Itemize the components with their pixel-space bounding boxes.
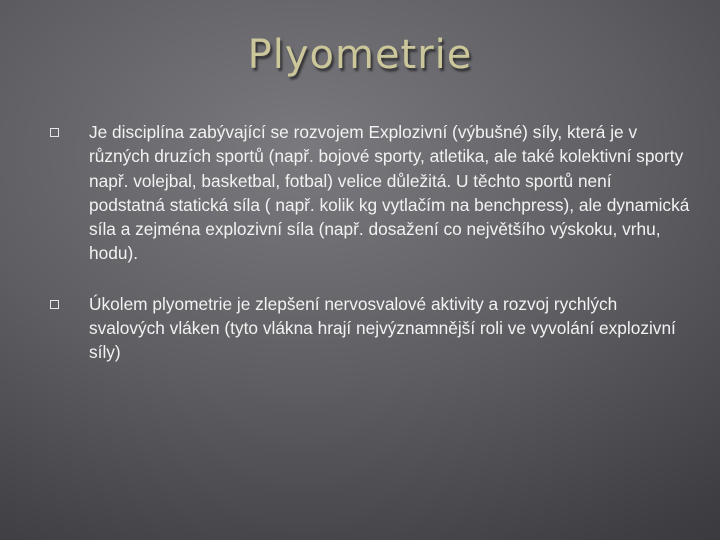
slide-title-text: Plyometrie xyxy=(247,32,473,78)
bullet-item xyxy=(50,120,690,266)
bullet-item xyxy=(50,292,690,365)
bullet-list xyxy=(50,120,690,391)
bullet-text: Úkolem plyometrie je zlepšení nervosvalové aktivity a rozvoj rychlých svalových vláken (tyto vlákna hrají nejvýznamnější roli ve vyvolání explozivní síly) xyxy=(89,293,676,363)
square-bullet-icon xyxy=(50,128,59,137)
square-bullet-icon xyxy=(50,300,59,309)
slide-title xyxy=(0,32,720,78)
bullet-text: Je disciplína zabývající se rozvojem Explozivní (výbušné) síly, která je v různých druzích sportů (např. bojové sporty, atletika, ale také kolektivní sporty např. volejbal, basketbal, fotbal) velice důležitá. U těchto sportů není podstatná statická síla ( např. kolik kg vytlačím na benchpress), ale dynamická síla a zejména explozivní síla (např. dosažení co největšího výskoku, vrhu, hodu). xyxy=(89,122,690,264)
